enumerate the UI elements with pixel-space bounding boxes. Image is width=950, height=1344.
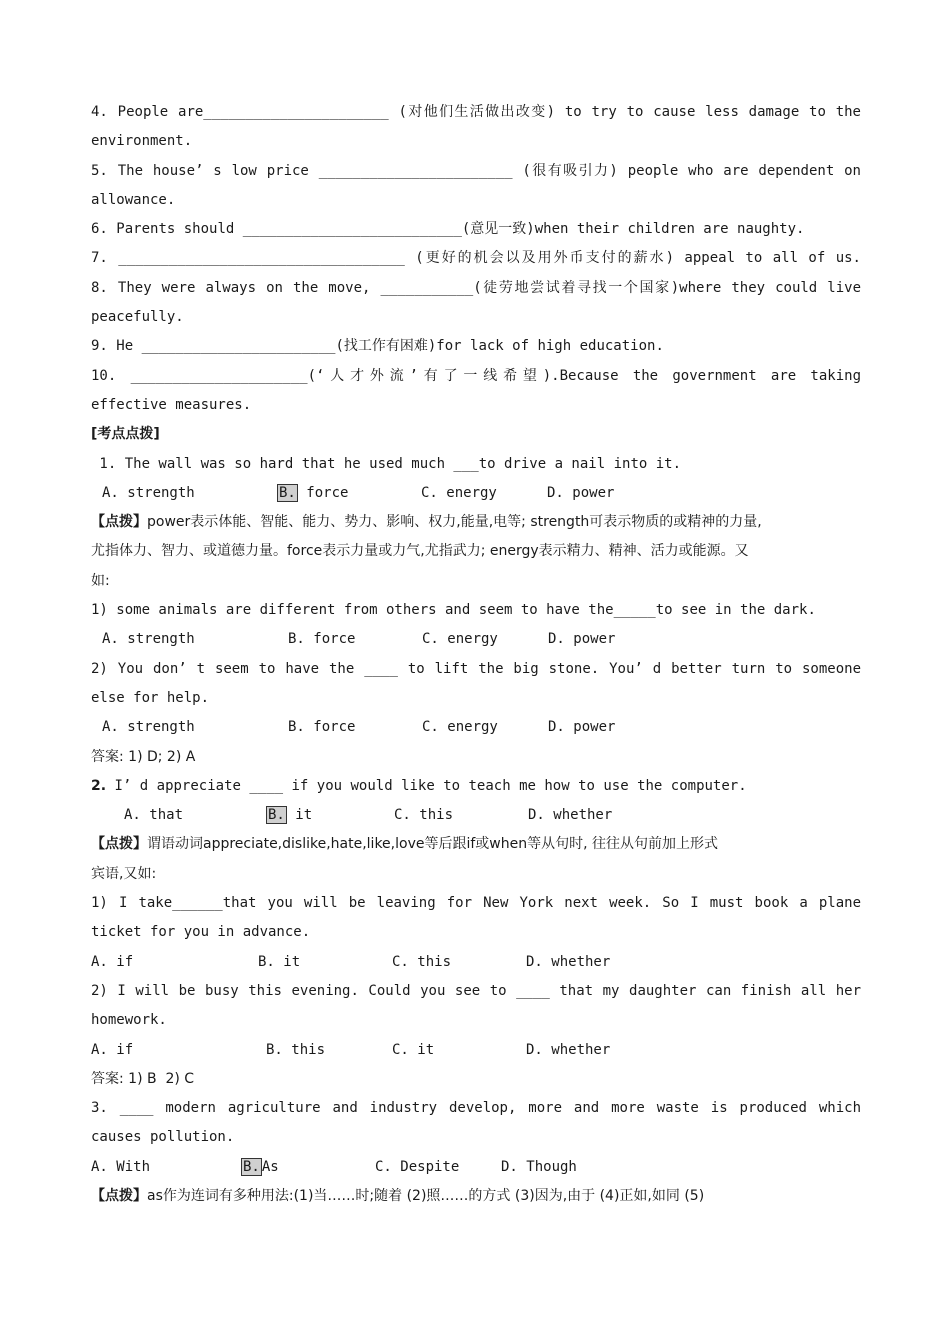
exercise-6: 6. Parents should __________________________(意见一致)when their children are naughty. — [91, 221, 805, 238]
q2-option-b: B. it — [268, 807, 313, 824]
q3-option-b: B. As — [243, 1158, 279, 1175]
q1-tip-line-3: 如: — [91, 572, 110, 589]
q1-stem: 1. The wall was so hard that he used much ___to drive a nail into it. — [91, 455, 682, 472]
q1-sub2-options: A. strength B. force C. energy D. power — [102, 719, 616, 736]
exercise-9: 9. He _______________________(找工作有困难)for lack of high education. — [91, 338, 664, 355]
q1-sub2: 2) You don’ t seem to have the ____ to lift the big stone. You’ d better turn to someone — [91, 660, 861, 677]
q3-stem: 3. ____ modern agriculture and industry develop, more and more waste is produced which — [91, 1100, 861, 1117]
exercise-10-cont: effective measures. — [91, 396, 252, 413]
q1-option-d: D. power — [547, 484, 615, 501]
q1-option-a: A. strength — [102, 484, 195, 501]
exercise-4: 4. People are______________________ (对他们生活做出改变) to try to cause less damage to the — [91, 104, 861, 120]
q1-tip-line-1: 【点拨】power表示体能、智能、能力、势力、影响、权力,能量,电等; strength可表示物质的或精神的力量, — [91, 514, 762, 531]
exercise-10: 10. _____________________(‘人才外流’有了一线希望).Because the government are taking — [91, 367, 861, 384]
exercise-5-cont: allowance. — [91, 191, 176, 208]
exercise-8: 8. They were always on the move, ___________(徒劳地尝试着寻找一个国家)where they could live — [91, 279, 861, 296]
q2-stem: 2. I’ d appreciate ____ if you would like to teach me how to use the computer. — [91, 777, 747, 794]
q3-stem-cont: causes pollution. — [91, 1129, 235, 1146]
q1-options — [91, 479, 861, 508]
section-title: [考点点拨] — [91, 426, 160, 443]
q2-sub2-cont: homework. — [91, 1012, 167, 1029]
q1-sub1-options: A. strength B. force C. energy D. power — [102, 631, 616, 648]
q2-tip-line-2: 宾语,又如: — [91, 865, 157, 882]
q1-option-c: C. energy — [421, 484, 497, 501]
q1-answer-box: B. — [279, 484, 296, 501]
exercise-7: 7. __________________________________ (更好的机会以及用外币支付的薪水) appeal to all of us. — [91, 250, 861, 267]
q2-sub1-cont: ticket for you in advance. — [91, 924, 311, 941]
exercise-5: 5. The house’ s low price _______________________ (很有吸引力) people who are dependent on — [91, 162, 861, 179]
q1-tip-line-2: 尤指体力、智力、或道德力量。force表示力量或力气,尤指武力; energy表示精力、精神、活力或能源。又 — [91, 543, 749, 560]
q3-tip: 【点拨】as作为连词有多种用法:(1)当……时;随着 (2)照……的方式 (3)因为,由于 (4)正如,如同 (5) — [91, 1187, 705, 1204]
q2-sub1-options: A. if B. it C. this D. whether — [91, 953, 611, 970]
q2-sub1: 1) I take______that you will be leaving for New York next week. So I must book a plane — [91, 895, 861, 912]
q3-options: A. With B. As C. Despite D. Though — [91, 1153, 861, 1182]
document-page — [91, 98, 861, 1211]
q1-answer: 答案: 1) D; 2) A — [91, 748, 196, 765]
q2-answer: 答案: 1) B 2) C — [91, 1070, 195, 1087]
exercise-4-cont: environment. — [91, 133, 193, 150]
q2-tip-line-1: 【点拨】谓语动词appreciate,dislike,hate,like,love等后跟if或when等从句时, 往往从句前加上形式 — [91, 836, 718, 853]
q2-sub2-options: A. if B. this C. it D. whether — [91, 1041, 611, 1058]
q1-sub1: 1) some animals are different from others and seem to have the_____to see in the dark. — [91, 602, 816, 619]
q1-option-b: B. force — [279, 484, 349, 501]
q2-answer-box: B. — [268, 807, 285, 824]
q3-answer-box: B. — [243, 1158, 260, 1175]
q2-options: A. that B. it C. this D. whether — [91, 801, 861, 830]
exercise-8-cont: peacefully. — [91, 309, 184, 326]
q2-sub2: 2) I will be busy this evening. Could you see to ____ that my daughter can finish all her — [91, 982, 861, 999]
q1-sub2-cont: else for help. — [91, 689, 210, 706]
